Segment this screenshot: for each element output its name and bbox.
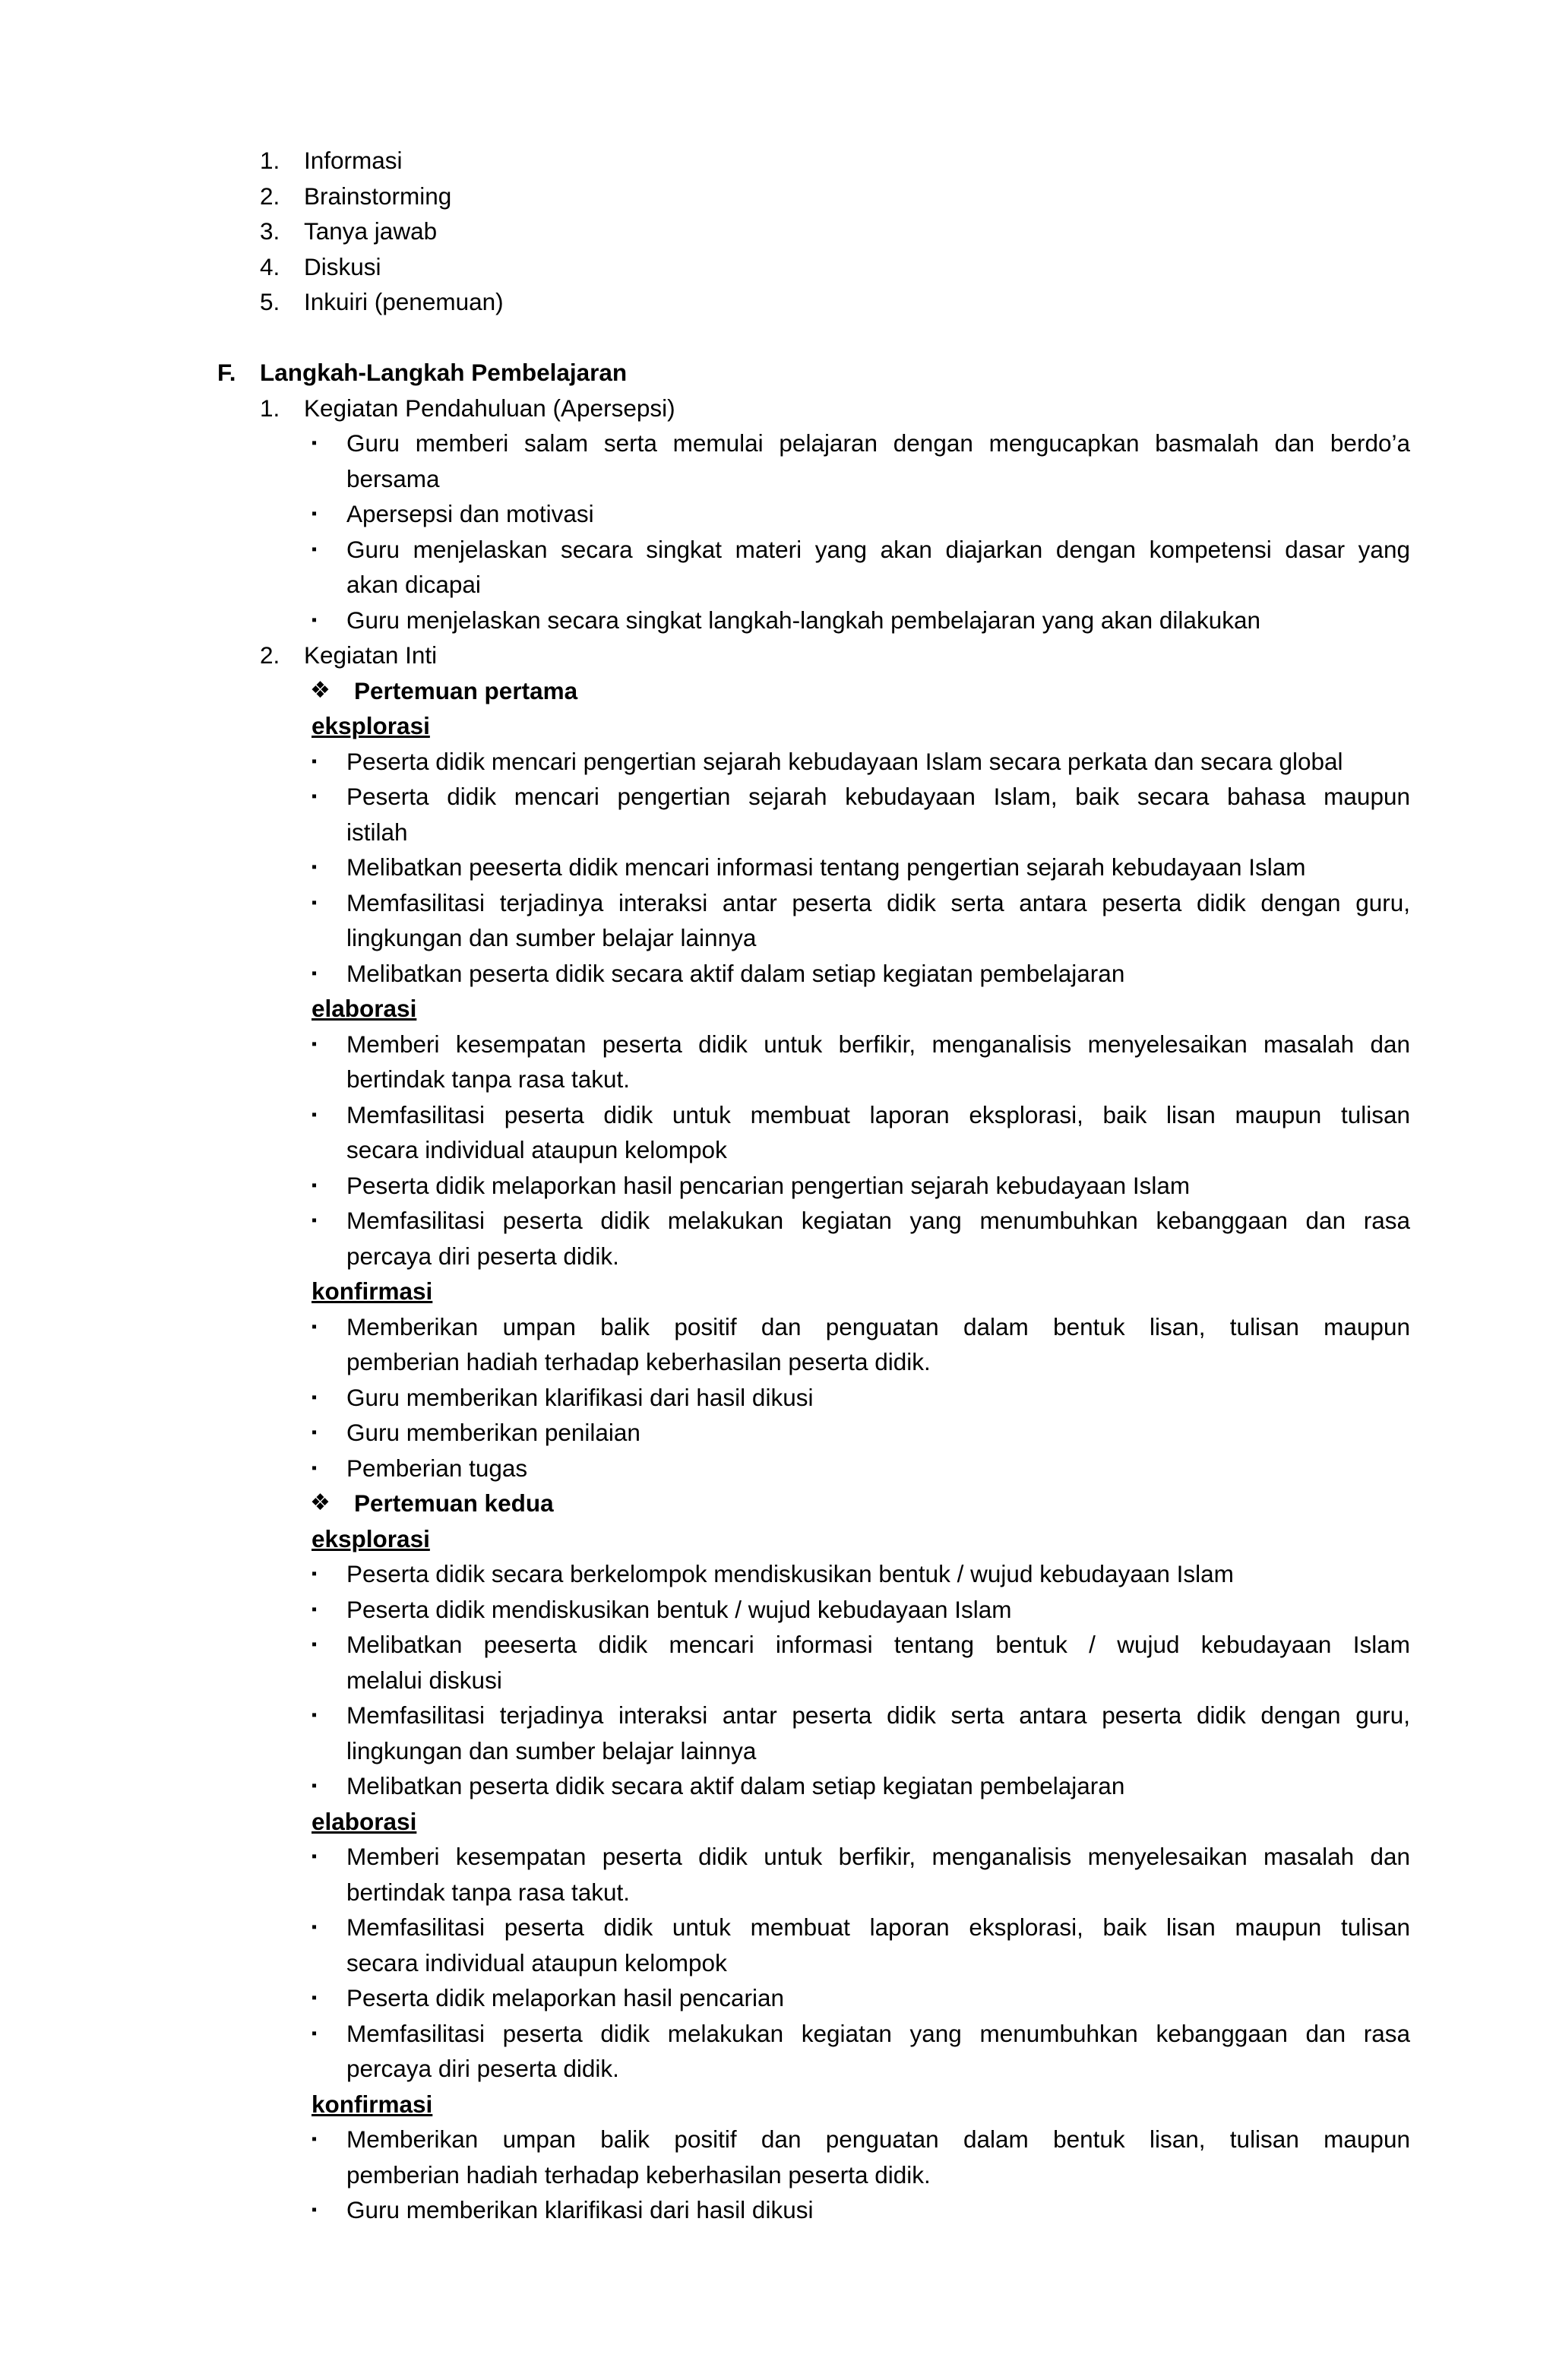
activity-title: Kegiatan Inti	[304, 641, 438, 669]
bullet-item	[0, 1380, 1556, 1416]
bullet-item	[0, 1980, 1556, 2016]
list-item-text: Informasi	[304, 147, 403, 174]
bullet-text	[346, 744, 1410, 780]
phase-label: konfirmasi	[312, 2090, 433, 2118]
bullet-text	[346, 2122, 1410, 2192]
bullet-line: Melibatkan peeserta didik mencari informasi tentang pengertian sejarah kebudayaan Islam	[346, 853, 1306, 881]
bullet-line: akan dicapai	[346, 571, 481, 598]
phase-label: eksplorasi	[312, 1524, 430, 1552]
meeting-title: Pertemuan kedua	[354, 1489, 554, 1517]
bullet-icon: ▪	[312, 435, 318, 451]
method-item	[0, 249, 1556, 285]
meeting-heading	[0, 1486, 1556, 1521]
bullet-line: percaya diri peserta didik.	[346, 1242, 619, 1270]
bullet-icon: ▪	[312, 1600, 318, 1618]
bullet-line: Peserta didik mendiskusikan bentuk / wujud kebudayaan Islam	[346, 1595, 1012, 1623]
activity-number: 1.	[260, 394, 280, 422]
phase-label: elaborasi	[312, 995, 417, 1022]
bullet-item	[0, 1203, 1556, 1274]
method-item	[0, 179, 1556, 214]
bullet-item	[0, 1698, 1556, 1768]
bullet-line: Memfasilitasi peserta didik melakukan kegiatan yang menumbuhkan kebanggaan dan rasa	[346, 2019, 1410, 2047]
bullet-text	[346, 1592, 1410, 1628]
list-item-text: Inkuiri (penemuan)	[304, 288, 504, 315]
bullet-item	[0, 1839, 1556, 1910]
bullet-item	[0, 850, 1556, 885]
method-item	[0, 143, 1556, 179]
bullet-icon: ▪	[312, 1318, 318, 1335]
bullet-icon: ▪	[312, 540, 318, 558]
meeting-heading	[0, 673, 1556, 709]
bullet-item	[0, 2122, 1556, 2192]
bullet-item	[0, 885, 1556, 956]
bullet-line: Peserta didik melaporkan hasil pencarian	[346, 1984, 785, 2011]
list-number: 5.	[260, 288, 280, 315]
method-item	[0, 284, 1556, 320]
bullet-line: Melibatkan peserta didik secara aktif dalam setiap kegiatan pembelajaran	[346, 959, 1125, 987]
bullet-icon: ▪	[312, 788, 318, 805]
bullet-icon: ▪	[312, 505, 318, 522]
bullet-text	[346, 1910, 1410, 1980]
bullet-line: percaya diri peserta didik.	[346, 2055, 619, 2082]
bullet-icon: ▪	[312, 1459, 318, 1476]
bullet-text	[346, 850, 1410, 885]
bullet-icon: ▪	[312, 1919, 318, 1935]
phase-label: konfirmasi	[312, 1277, 433, 1305]
bullet-line: Peserta didik secara berkelompok mendiskusikan bentuk / wujud kebudayaan Islam	[346, 1560, 1234, 1587]
bullet-line: Memberikan umpan balik positif dan penguatan dalam bentuk lisan, tulisan maupun	[346, 1312, 1410, 1340]
bullet-line: Guru menjelaskan secara singkat materi yang akan diajarkan dengan kompetensi dasar yang	[346, 535, 1410, 563]
bullet-line: Memfasilitasi peserta didik untuk membuat laporan eksplorasi, baik lisan maupun tulisan	[346, 1913, 1410, 1941]
bullet-line: Memberi kesempatan peserta didik untuk berfikir, menganalisis menyelesaikan masalah dan	[346, 1843, 1410, 1870]
bullet-item	[0, 2016, 1556, 2087]
bullet-line: lingkungan dan sumber belajar lainnya	[346, 924, 757, 951]
bullet-item	[0, 744, 1556, 780]
bullet-text	[346, 1027, 1410, 1097]
bullet-icon: ▪	[312, 752, 318, 770]
activity-title: Kegiatan Pendahuluan (Apersepsi)	[304, 394, 675, 422]
bullet-icon: ▪	[312, 1106, 318, 1123]
bullet-icon: ▪	[312, 1565, 318, 1582]
bullet-item	[0, 1556, 1556, 1592]
bullet-line: Pemberian tugas	[346, 1454, 528, 1482]
bullet-text	[346, 2016, 1410, 2087]
bullet-line: melalui diskusi	[346, 1666, 502, 1694]
diamond-bullet-icon: ❖	[310, 1490, 330, 1515]
bullet-icon: ▪	[312, 1035, 318, 1052]
bullet-line: bersama	[346, 464, 440, 492]
bullet-item	[0, 1627, 1556, 1698]
bullet-line: Guru memberikan klarifikasi dari hasil dikusi	[346, 2196, 814, 2223]
bullet-item	[0, 1592, 1556, 1628]
bullet-line: Peserta didik mencari pengertian sejarah kebudayaan Islam secara perkata dan secara global	[346, 747, 1343, 775]
bullet-line: pemberian hadiah terhadap keberhasilan peserta didik.	[346, 1348, 931, 1375]
bullet-item	[0, 779, 1556, 850]
bullet-icon: ▪	[312, 611, 318, 628]
bullet-line: bertindak tanpa rasa takut.	[346, 1878, 630, 1906]
bullet-icon: ▪	[312, 1848, 318, 1865]
bullet-text	[346, 426, 1410, 496]
activity-heading	[0, 391, 1556, 426]
bullet-line: Peserta didik melaporkan hasil pencarian pengertian sejarah kebudayaan Islam	[346, 1171, 1191, 1199]
bullet-text	[346, 1768, 1410, 1804]
bullet-item	[0, 603, 1556, 638]
bullet-icon: ▪	[312, 1707, 318, 1723]
diamond-bullet-icon: ❖	[310, 677, 330, 703]
bullet-item	[0, 1910, 1556, 1980]
bullet-item	[0, 1451, 1556, 1486]
bullet-text	[346, 1980, 1410, 2016]
list-item-text: Diskusi	[304, 252, 381, 280]
bullet-line: Melibatkan peeserta didik mencari informasi tentang bentuk / wujud kebudayaan Islam	[346, 1631, 1410, 1658]
bullet-line: Peserta didik mencari pengertian sejarah kebudayaan Islam, baik secara bahasa maupun	[346, 783, 1410, 810]
phase-heading	[0, 1521, 1556, 1557]
bullet-text	[346, 496, 1410, 532]
list-number: 3.	[260, 217, 280, 245]
section-heading	[0, 355, 1556, 391]
bullet-text	[346, 1627, 1410, 1698]
bullet-text	[346, 885, 1410, 956]
bullet-text	[346, 956, 1410, 992]
phase-heading	[0, 708, 1556, 744]
bullet-icon: ▪	[312, 1777, 318, 1794]
bullet-item	[0, 1768, 1556, 1804]
bullet-icon: ▪	[312, 2024, 318, 2042]
bullet-line: Guru memberikan penilaian	[346, 1419, 640, 1446]
bullet-line: bertindak tanpa rasa takut.	[346, 1065, 630, 1093]
bullet-line: secara individual ataupun kelompok	[346, 1948, 727, 1976]
bullet-icon: ▪	[312, 1212, 318, 1229]
bullet-line: Melibatkan peserta didik secara aktif dalam setiap kegiatan pembelajaran	[346, 1772, 1125, 1799]
activity-heading	[0, 638, 1556, 673]
list-item-text: Brainstorming	[304, 182, 452, 210]
bullet-line: lingkungan dan sumber belajar lainnya	[346, 1736, 757, 1764]
method-item	[0, 214, 1556, 249]
bullet-line: Memfasilitasi terjadinya interaksi antar peserta didik serta antara peserta didik dengan guru,	[346, 1701, 1410, 1729]
list-number: 2.	[260, 182, 280, 210]
bullet-line: Memfasilitasi peserta didik melakukan kegiatan yang menumbuhkan kebanggaan dan rasa	[346, 1207, 1410, 1234]
bullet-item	[0, 496, 1556, 532]
bullet-item	[0, 1097, 1556, 1168]
list-number: 1.	[260, 147, 280, 174]
bullet-icon: ▪	[312, 2131, 318, 2147]
bullet-text	[346, 1698, 1410, 1768]
bullet-line: Memfasilitasi terjadinya interaksi antar peserta didik serta antara peserta didik dengan guru,	[346, 888, 1410, 916]
bullet-line: Apersepsi dan motivasi	[346, 500, 594, 527]
bullet-text	[346, 1415, 1410, 1451]
section-letter: F.	[217, 359, 236, 386]
bullet-icon: ▪	[312, 964, 318, 982]
bullet-icon: ▪	[312, 859, 318, 875]
bullet-text	[346, 1097, 1410, 1168]
bullet-icon: ▪	[312, 1388, 318, 1406]
bullet-text	[346, 2192, 1410, 2228]
bullet-text	[346, 1203, 1410, 1274]
phase-label: elaborasi	[312, 1807, 417, 1835]
bullet-line: Guru memberi salam serta memulai pelajaran dengan mengucapkan basmalah dan berdo’a	[346, 429, 1410, 457]
bullet-icon: ▪	[312, 1176, 318, 1194]
bullet-icon: ▪	[312, 1424, 318, 1441]
bullet-text	[346, 779, 1410, 850]
activity-number: 2.	[260, 641, 280, 669]
bullet-icon: ▪	[312, 1636, 318, 1653]
bullet-text	[346, 603, 1410, 638]
bullet-text	[346, 1839, 1410, 1910]
bullet-line: Memberi kesempatan peserta didik untuk berfikir, menganalisis menyelesaikan masalah dan	[346, 1030, 1410, 1058]
bullet-line: Guru menjelaskan secara singkat langkah-langkah pembelajaran yang akan dilakukan	[346, 606, 1260, 634]
bullet-item	[0, 2192, 1556, 2228]
bullet-item	[0, 1415, 1556, 1451]
phase-heading	[0, 1804, 1556, 1840]
bullet-icon: ▪	[312, 894, 318, 911]
bullet-item	[0, 1168, 1556, 1204]
bullet-item	[0, 956, 1556, 992]
bullet-line: secara individual ataupun kelompok	[346, 1136, 727, 1163]
bullet-item	[0, 532, 1556, 603]
bullet-text	[346, 1380, 1410, 1416]
bullet-text	[346, 1168, 1410, 1204]
bullet-text	[346, 1556, 1410, 1592]
bullet-text	[346, 1309, 1410, 1380]
phase-heading	[0, 1274, 1556, 1309]
meeting-title: Pertemuan pertama	[354, 676, 578, 704]
bullet-text	[346, 1451, 1410, 1486]
bullet-icon: ▪	[312, 2201, 318, 2218]
bullet-line: Guru memberikan klarifikasi dari hasil dikusi	[346, 1383, 814, 1411]
bullet-item	[0, 1309, 1556, 1380]
list-number: 4.	[260, 252, 280, 280]
section-title: Langkah-Langkah Pembelajaran	[260, 359, 628, 386]
bullet-item	[0, 1027, 1556, 1097]
bullet-line: pemberian hadiah terhadap keberhasilan peserta didik.	[346, 2160, 931, 2189]
bullet-text	[346, 532, 1410, 603]
bullet-line: Memfasilitasi peserta didik untuk membuat laporan eksplorasi, baik lisan maupun tulisan	[346, 1100, 1410, 1128]
bullet-icon: ▪	[312, 1989, 318, 2006]
phase-heading	[0, 2087, 1556, 2122]
phase-label: eksplorasi	[312, 712, 430, 739]
bullet-item	[0, 426, 1556, 496]
phase-heading	[0, 991, 1556, 1027]
bullet-line: istilah	[346, 818, 408, 846]
list-item-text: Tanya jawab	[304, 217, 438, 245]
bullet-line: Memberikan umpan balik positif dan penguatan dalam bentuk lisan, tulisan maupun	[346, 2125, 1410, 2153]
